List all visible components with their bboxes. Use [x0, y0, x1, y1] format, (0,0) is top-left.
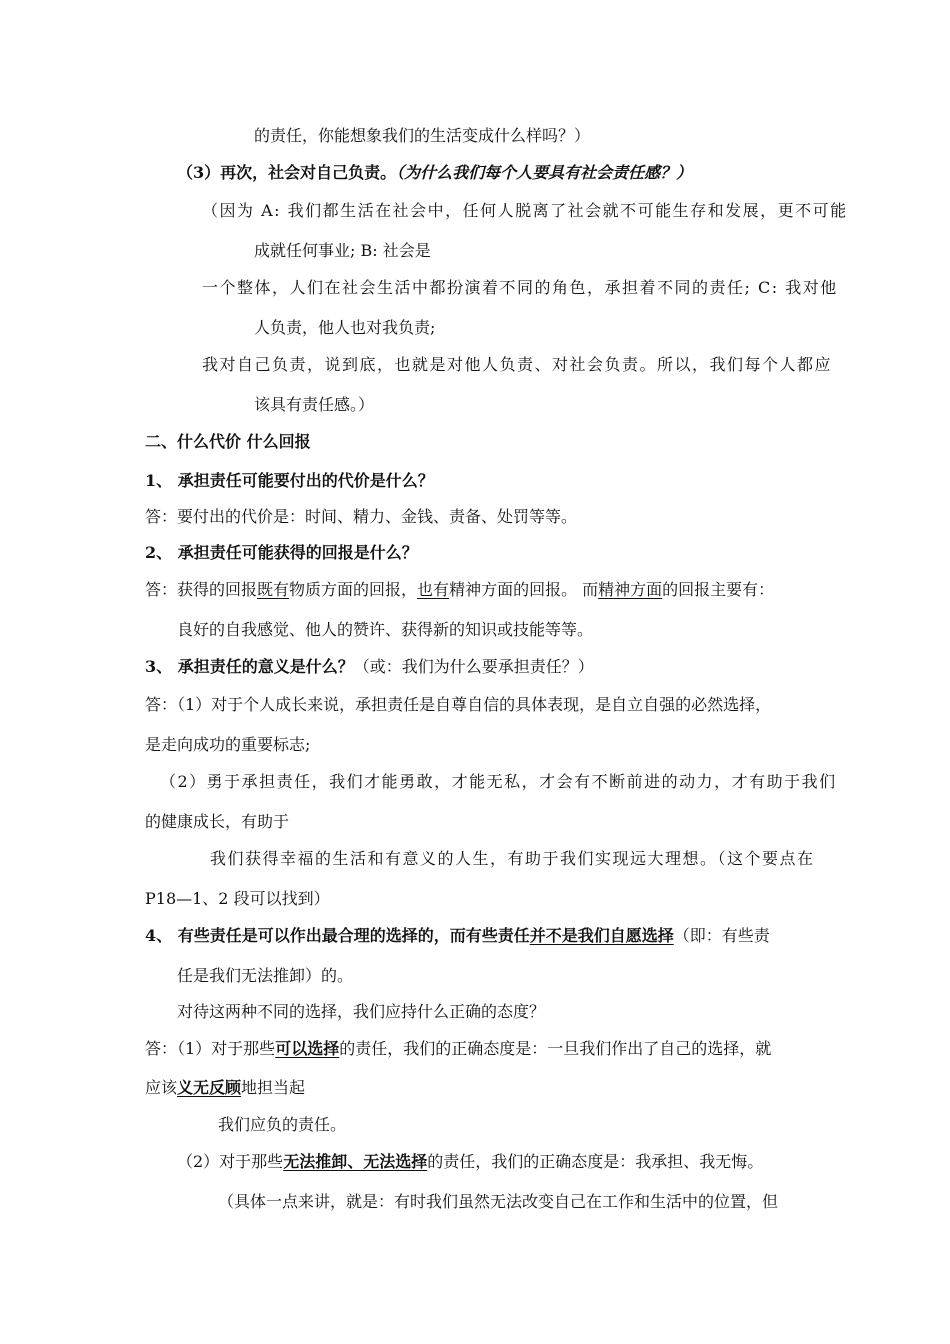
question-1: 1、 承担责任可能要付出的代价是什么？ [145, 471, 434, 490]
question-text: 4、 有些责任是可以作出最合理的选择的，而有些责任 [145, 926, 530, 945]
answer-2 [145, 580, 774, 600]
question-alt: （或：我们为什么要承担责任？） [353, 657, 594, 676]
text-line: 成就任何事业; B: 社会是 [254, 241, 431, 260]
section-heading: 二、什么代价 什么回报 [145, 432, 311, 451]
answer-4-cont: （具体一点来讲，就是：有时我们虽然无法改变自己在工作和生活中的位置，但 [218, 1192, 779, 1211]
underlined-text: 并不是我们自愿选择 [529, 926, 674, 945]
text-run: 的回报主要有： [662, 580, 775, 599]
answer-4-cont [145, 1078, 305, 1098]
answer-4-point2 [177, 1152, 763, 1172]
question-4-cont: 任是我们无法推卸）的。 [177, 966, 354, 985]
text-run: 精神方面的回报。 而 [449, 580, 599, 599]
question-text: 3、 承担责任的意义是什么？ [145, 657, 354, 676]
question-3 [145, 657, 594, 677]
answer-4 [145, 1039, 771, 1059]
underlined-text: 也有 [417, 580, 450, 599]
underlined-text: 义无反顾 [177, 1078, 242, 1097]
answer-3: 答：（1）对于个人成长来说，承担责任是自尊自信的具体表现，是自立自强的必然选择， [145, 695, 772, 714]
question-2: 2、 承担责任可能获得的回报是什么？ [145, 543, 418, 562]
answer-3-cont: 是走向成功的重要标志; [145, 735, 311, 754]
subheading-line [177, 163, 692, 183]
text-line: 我对自己负责，说到底，也就是对他人负责、对社会负责。所以，我们每个人都应 [202, 355, 833, 374]
text-run: （即：有些责 [673, 926, 770, 945]
text-line: 一个整体，人们在社会生活中都扮演着不同的角色，承担着不同的责任; C: 我对他 [202, 278, 838, 297]
answer-3-ref: P18—1、2 段可以找到） [145, 889, 330, 908]
text-run: 的责任，我们的正确态度是：我承担、我无悔。 [427, 1152, 764, 1171]
answer-2-cont: 良好的自我感觉、他人的赞许、获得新的知识或技能等等。 [177, 620, 594, 639]
answer-3-cont: 的健康成长，有助于 [145, 812, 290, 831]
subheading: （3）再次，社会对自己负责。 [177, 163, 397, 182]
subheading-question: （为什么我们每个人要具有社会责任感？） [396, 163, 693, 182]
text-run: 答：获得的回报 [145, 580, 258, 599]
text-run: 答：（1）对于那些 [145, 1039, 276, 1058]
text-run: 应该 [145, 1078, 178, 1097]
underlined-text: 既有 [257, 580, 290, 599]
text-run: （2）对于那些 [177, 1152, 284, 1171]
underlined-text: 无法推卸、无法选择 [283, 1152, 428, 1171]
text-line: （因为 A: 我们都生活在社会中，任何人脱离了社会就不可能生存和发展，更不可能 [202, 201, 848, 220]
underlined-text: 可以选择 [275, 1039, 340, 1058]
text-run: 的责任，我们的正确态度是：一旦我们作出了自己的选择，就 [339, 1039, 772, 1058]
answer-3-point2: （2）勇于承担责任，我们才能勇敢，才能无私，才会有不断前进的动力，才有助于我们 [160, 772, 837, 791]
answer-4-cont: 我们应负的责任。 [218, 1115, 347, 1134]
text-run: 地担当起 [241, 1078, 306, 1097]
answer-1: 答：要付出的代价是：时间、精力、金钱、责备、处罚等等。 [145, 507, 578, 526]
text-line: 人负责，他人也对我负责; [254, 318, 436, 337]
text-line: 的责任，你能想象我们的生活变成什么样吗？） [254, 126, 591, 145]
text-run: 物质方面的回报， [289, 580, 418, 599]
question-4 [145, 926, 770, 946]
question-4-sub: 对待这两种不同的选择，我们应持什么正确的态度？ [177, 1002, 546, 1021]
text-line: 该具有责任感。） [254, 395, 375, 414]
answer-3-cont: 我们获得幸福的生活和有意义的人生，有助于我们实现远大理想。（这个要点在 [210, 849, 815, 868]
underlined-text: 精神方面 [598, 580, 663, 599]
